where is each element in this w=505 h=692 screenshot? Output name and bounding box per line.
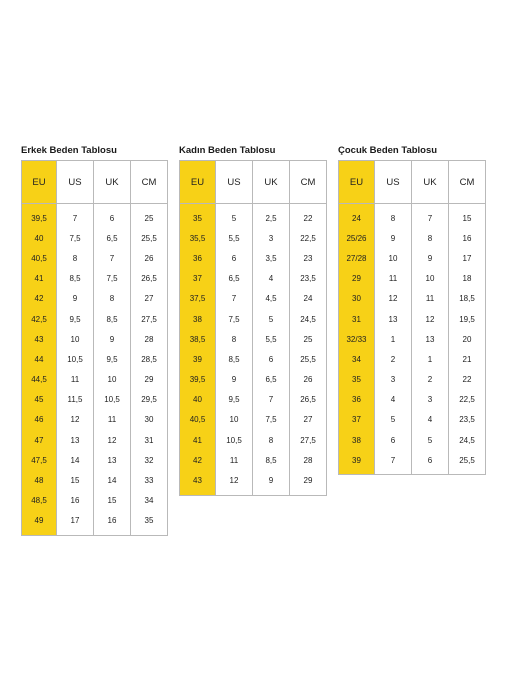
size-cell-cm: 27,5 bbox=[131, 309, 168, 329]
size-cell-us: 6 bbox=[216, 248, 253, 268]
size-cell-eu: 49 bbox=[22, 511, 57, 531]
size-cell-eu: 44 bbox=[22, 349, 57, 369]
size-cell-eu: 40,5 bbox=[180, 410, 216, 430]
table-row bbox=[180, 289, 327, 309]
size-cell-uk: 8 bbox=[412, 228, 449, 248]
size-cell-cm: 27 bbox=[290, 410, 327, 430]
column-header-uk: UK bbox=[412, 161, 449, 204]
size-cell-uk: 2,5 bbox=[253, 208, 290, 228]
table-row bbox=[22, 450, 168, 470]
spacer-cell bbox=[253, 491, 290, 496]
size-cell-us: 8 bbox=[375, 208, 412, 228]
size-cell-eu: 40 bbox=[22, 228, 57, 248]
chart-title: Çocuk Beden Tablosu bbox=[338, 145, 438, 156]
size-cell-eu: 40 bbox=[180, 390, 216, 410]
size-cell-cm: 23,5 bbox=[290, 269, 327, 289]
size-cell-us: 11 bbox=[375, 269, 412, 289]
size-cell-us: 4 bbox=[375, 390, 412, 410]
chart-title: Erkek Beden Tablosu bbox=[21, 145, 117, 156]
size-cell-eu: 35 bbox=[339, 370, 375, 390]
spacer-cell bbox=[375, 470, 412, 475]
size-cell-cm: 26 bbox=[290, 370, 327, 390]
size-cell-uk: 3 bbox=[253, 228, 290, 248]
table-row bbox=[180, 410, 327, 430]
table-row bbox=[339, 289, 486, 309]
size-cell-uk: 5,5 bbox=[253, 329, 290, 349]
size-cell-cm: 25 bbox=[290, 329, 327, 349]
size-cell-eu: 41 bbox=[22, 269, 57, 289]
size-cell-cm: 23,5 bbox=[449, 410, 486, 430]
size-cell-cm: 19,5 bbox=[449, 309, 486, 329]
size-cell-eu: 30 bbox=[339, 289, 375, 309]
size-cell-eu: 47,5 bbox=[22, 450, 57, 470]
size-cell-us: 3 bbox=[375, 370, 412, 390]
size-cell-cm: 28,5 bbox=[131, 349, 168, 369]
table-row bbox=[180, 329, 327, 349]
size-cell-uk: 6 bbox=[94, 208, 131, 228]
table-spacer bbox=[180, 491, 327, 496]
size-cell-us: 9 bbox=[375, 228, 412, 248]
size-cell-uk: 8 bbox=[253, 430, 290, 450]
column-header-eu: EU bbox=[22, 161, 57, 204]
size-cell-us: 11 bbox=[216, 450, 253, 470]
table-row bbox=[22, 511, 168, 531]
size-cell-cm: 24 bbox=[290, 289, 327, 309]
size-cell-cm: 31 bbox=[131, 430, 168, 450]
size-cell-eu: 39 bbox=[180, 349, 216, 369]
size-cell-us: 13 bbox=[57, 430, 94, 450]
size-cell-cm: 26,5 bbox=[131, 269, 168, 289]
size-cell-cm: 24,5 bbox=[449, 430, 486, 450]
size-cell-uk: 13 bbox=[412, 329, 449, 349]
header-row bbox=[180, 161, 327, 204]
table-row bbox=[339, 228, 486, 248]
size-cell-uk: 9 bbox=[94, 329, 131, 349]
size-cell-cm: 32 bbox=[131, 450, 168, 470]
size-cell-eu: 25/26 bbox=[339, 228, 375, 248]
size-cell-eu: 42 bbox=[22, 289, 57, 309]
size-cell-eu: 37 bbox=[180, 269, 216, 289]
table-row bbox=[22, 370, 168, 390]
size-cell-cm: 21 bbox=[449, 349, 486, 369]
size-cell-us: 10 bbox=[216, 410, 253, 430]
size-cell-eu: 36 bbox=[180, 248, 216, 268]
size-cell-eu: 37,5 bbox=[180, 289, 216, 309]
size-cell-eu: 39,5 bbox=[180, 370, 216, 390]
size-cell-eu: 48,5 bbox=[22, 491, 57, 511]
spacer-cell bbox=[131, 531, 168, 536]
table-row bbox=[180, 208, 327, 228]
size-cell-us: 8 bbox=[57, 248, 94, 268]
spacer-cell bbox=[94, 531, 131, 536]
table-row bbox=[339, 370, 486, 390]
size-table bbox=[21, 160, 168, 536]
size-cell-us: 7,5 bbox=[216, 309, 253, 329]
size-cell-us: 8,5 bbox=[57, 269, 94, 289]
size-cell-eu: 35 bbox=[180, 208, 216, 228]
size-cell-us: 9,5 bbox=[57, 309, 94, 329]
size-cell-cm: 25,5 bbox=[131, 228, 168, 248]
spacer-cell bbox=[57, 531, 94, 536]
size-cell-cm: 18 bbox=[449, 269, 486, 289]
size-cell-eu: 31 bbox=[339, 309, 375, 329]
size-cell-uk: 9,5 bbox=[94, 349, 131, 369]
column-header-cm: CM bbox=[449, 161, 486, 204]
table-row bbox=[339, 410, 486, 430]
size-cell-cm: 22 bbox=[290, 208, 327, 228]
table-row bbox=[339, 450, 486, 470]
table-row bbox=[339, 269, 486, 289]
size-cell-cm: 15 bbox=[449, 208, 486, 228]
size-cell-uk: 6,5 bbox=[94, 228, 131, 248]
table-row bbox=[22, 208, 168, 228]
size-cell-cm: 26 bbox=[131, 248, 168, 268]
size-cell-us: 7,5 bbox=[57, 228, 94, 248]
size-cell-us: 12 bbox=[375, 289, 412, 309]
size-cell-eu: 24 bbox=[339, 208, 375, 228]
spacer-cell bbox=[412, 470, 449, 475]
size-cell-cm: 28 bbox=[131, 329, 168, 349]
size-cell-eu: 40,5 bbox=[22, 248, 57, 268]
size-cell-uk: 6 bbox=[412, 450, 449, 470]
size-cell-eu: 39 bbox=[339, 450, 375, 470]
size-cell-eu: 45 bbox=[22, 390, 57, 410]
size-table bbox=[338, 160, 486, 475]
size-cell-cm: 30 bbox=[131, 410, 168, 430]
table-row bbox=[22, 470, 168, 490]
table-row bbox=[339, 309, 486, 329]
size-cell-eu: 47 bbox=[22, 430, 57, 450]
size-cell-cm: 28 bbox=[290, 450, 327, 470]
size-cell-us: 10 bbox=[57, 329, 94, 349]
chart-title: Kadın Beden Tablosu bbox=[179, 145, 276, 156]
size-cell-eu: 41 bbox=[180, 430, 216, 450]
size-cell-us: 7 bbox=[375, 450, 412, 470]
size-cell-uk: 15 bbox=[94, 491, 131, 511]
size-cell-us: 12 bbox=[216, 470, 253, 490]
size-cell-cm: 17 bbox=[449, 248, 486, 268]
size-cell-cm: 20 bbox=[449, 329, 486, 349]
size-cell-uk: 7 bbox=[412, 208, 449, 228]
spacer-cell bbox=[180, 491, 216, 496]
size-cell-uk: 2 bbox=[412, 370, 449, 390]
size-cell-us: 13 bbox=[375, 309, 412, 329]
size-cell-cm: 22,5 bbox=[449, 390, 486, 410]
size-cell-uk: 5 bbox=[253, 309, 290, 329]
table-row bbox=[339, 329, 486, 349]
size-cell-cm: 25,5 bbox=[449, 450, 486, 470]
table-row bbox=[22, 430, 168, 450]
size-cell-uk: 5 bbox=[412, 430, 449, 450]
size-cell-eu: 36 bbox=[339, 390, 375, 410]
table-row bbox=[22, 309, 168, 329]
size-cell-cm: 25,5 bbox=[290, 349, 327, 369]
size-cell-eu: 27/28 bbox=[339, 248, 375, 268]
table-row bbox=[180, 430, 327, 450]
column-header-cm: CM bbox=[290, 161, 327, 204]
size-cell-eu: 46 bbox=[22, 410, 57, 430]
table-row bbox=[180, 370, 327, 390]
size-cell-cm: 25 bbox=[131, 208, 168, 228]
size-cell-uk: 10,5 bbox=[94, 390, 131, 410]
table-row bbox=[339, 430, 486, 450]
size-cell-us: 11 bbox=[57, 370, 94, 390]
column-header-uk: UK bbox=[253, 161, 290, 204]
size-cell-uk: 3,5 bbox=[253, 248, 290, 268]
size-cell-eu: 35,5 bbox=[180, 228, 216, 248]
size-cell-uk: 11 bbox=[412, 289, 449, 309]
table-row bbox=[22, 228, 168, 248]
table-row bbox=[180, 248, 327, 268]
size-cell-uk: 14 bbox=[94, 470, 131, 490]
size-cell-cm: 18,5 bbox=[449, 289, 486, 309]
column-header-eu: EU bbox=[339, 161, 375, 204]
size-cell-us: 8,5 bbox=[216, 349, 253, 369]
size-cell-us: 6 bbox=[375, 430, 412, 450]
spacer-cell bbox=[449, 470, 486, 475]
table-row bbox=[22, 329, 168, 349]
size-cell-us: 5 bbox=[216, 208, 253, 228]
table-row bbox=[22, 410, 168, 430]
table-row bbox=[22, 349, 168, 369]
table-row bbox=[339, 248, 486, 268]
size-cell-uk: 7,5 bbox=[253, 410, 290, 430]
size-cell-us: 5,5 bbox=[216, 228, 253, 248]
table-spacer bbox=[339, 470, 486, 475]
size-cell-uk: 7 bbox=[253, 390, 290, 410]
size-cell-eu: 43 bbox=[22, 329, 57, 349]
size-cell-uk: 16 bbox=[94, 511, 131, 531]
size-cell-us: 14 bbox=[57, 450, 94, 470]
column-header-eu: EU bbox=[180, 161, 216, 204]
size-cell-uk: 4 bbox=[253, 269, 290, 289]
size-cell-uk: 6 bbox=[253, 349, 290, 369]
size-cell-eu: 32/33 bbox=[339, 329, 375, 349]
size-cell-us: 10,5 bbox=[57, 349, 94, 369]
size-cell-eu: 34 bbox=[339, 349, 375, 369]
table-row bbox=[180, 349, 327, 369]
table-row bbox=[180, 269, 327, 289]
size-cell-uk: 3 bbox=[412, 390, 449, 410]
size-cell-uk: 10 bbox=[94, 370, 131, 390]
size-cell-eu: 43 bbox=[180, 470, 216, 490]
size-cell-us: 15 bbox=[57, 470, 94, 490]
size-cell-us: 9 bbox=[57, 289, 94, 309]
table-row bbox=[180, 228, 327, 248]
size-cell-eu: 38 bbox=[180, 309, 216, 329]
size-cell-uk: 1 bbox=[412, 349, 449, 369]
spacer-cell bbox=[216, 491, 253, 496]
size-cell-eu: 37 bbox=[339, 410, 375, 430]
size-cell-uk: 10 bbox=[412, 269, 449, 289]
table-row bbox=[339, 349, 486, 369]
size-cell-eu: 38 bbox=[339, 430, 375, 450]
size-cell-uk: 7 bbox=[94, 248, 131, 268]
size-cell-uk: 12 bbox=[412, 309, 449, 329]
size-cell-us: 16 bbox=[57, 491, 94, 511]
size-cell-uk: 7,5 bbox=[94, 269, 131, 289]
table-row bbox=[339, 390, 486, 410]
size-cell-uk: 12 bbox=[94, 430, 131, 450]
size-cell-us: 11,5 bbox=[57, 390, 94, 410]
size-cell-eu: 38,5 bbox=[180, 329, 216, 349]
size-cell-us: 7 bbox=[216, 289, 253, 309]
size-cell-us: 9 bbox=[216, 370, 253, 390]
size-cell-cm: 22,5 bbox=[290, 228, 327, 248]
spacer-cell bbox=[290, 491, 327, 496]
table-row bbox=[22, 491, 168, 511]
column-header-cm: CM bbox=[131, 161, 168, 204]
column-header-us: US bbox=[57, 161, 94, 204]
size-cell-cm: 29 bbox=[290, 470, 327, 490]
size-cell-us: 12 bbox=[57, 410, 94, 430]
size-cell-uk: 6,5 bbox=[253, 370, 290, 390]
size-cell-us: 2 bbox=[375, 349, 412, 369]
table-row bbox=[22, 390, 168, 410]
size-cell-us: 5 bbox=[375, 410, 412, 430]
table-row bbox=[22, 248, 168, 268]
size-cell-cm: 26,5 bbox=[290, 390, 327, 410]
size-cell-cm: 33 bbox=[131, 470, 168, 490]
column-header-us: US bbox=[216, 161, 253, 204]
size-cell-us: 10,5 bbox=[216, 430, 253, 450]
size-cell-eu: 42 bbox=[180, 450, 216, 470]
size-cell-us: 1 bbox=[375, 329, 412, 349]
size-table bbox=[179, 160, 327, 496]
size-cell-eu: 48 bbox=[22, 470, 57, 490]
size-cell-uk: 8 bbox=[94, 289, 131, 309]
table-spacer bbox=[22, 531, 168, 536]
size-cell-eu: 44,5 bbox=[22, 370, 57, 390]
size-cell-cm: 34 bbox=[131, 491, 168, 511]
column-header-us: US bbox=[375, 161, 412, 204]
size-cell-cm: 29 bbox=[131, 370, 168, 390]
spacer-cell bbox=[22, 531, 57, 536]
table-row bbox=[180, 309, 327, 329]
size-cell-cm: 27,5 bbox=[290, 430, 327, 450]
size-cell-us: 10 bbox=[375, 248, 412, 268]
size-cell-uk: 4,5 bbox=[253, 289, 290, 309]
size-cell-cm: 16 bbox=[449, 228, 486, 248]
size-cell-us: 9,5 bbox=[216, 390, 253, 410]
size-cell-uk: 9 bbox=[253, 470, 290, 490]
size-cell-uk: 8,5 bbox=[94, 309, 131, 329]
header-row bbox=[339, 161, 486, 204]
size-cell-us: 8 bbox=[216, 329, 253, 349]
size-cell-cm: 35 bbox=[131, 511, 168, 531]
size-cell-us: 7 bbox=[57, 208, 94, 228]
size-cell-uk: 9 bbox=[412, 248, 449, 268]
size-cell-eu: 39,5 bbox=[22, 208, 57, 228]
table-row bbox=[180, 470, 327, 490]
size-cell-eu: 29 bbox=[339, 269, 375, 289]
table-row bbox=[22, 269, 168, 289]
table-row bbox=[22, 289, 168, 309]
size-cell-eu: 42,5 bbox=[22, 309, 57, 329]
table-row bbox=[180, 390, 327, 410]
header-row bbox=[22, 161, 168, 204]
size-cell-uk: 8,5 bbox=[253, 450, 290, 470]
size-cell-cm: 22 bbox=[449, 370, 486, 390]
column-header-uk: UK bbox=[94, 161, 131, 204]
size-cell-cm: 27 bbox=[131, 289, 168, 309]
size-cell-cm: 29,5 bbox=[131, 390, 168, 410]
table-row bbox=[339, 208, 486, 228]
size-cell-cm: 23 bbox=[290, 248, 327, 268]
size-cell-uk: 13 bbox=[94, 450, 131, 470]
size-cell-us: 17 bbox=[57, 511, 94, 531]
size-cell-uk: 11 bbox=[94, 410, 131, 430]
spacer-cell bbox=[339, 470, 375, 475]
table-row bbox=[180, 450, 327, 470]
size-cell-cm: 24,5 bbox=[290, 309, 327, 329]
size-cell-us: 6,5 bbox=[216, 269, 253, 289]
size-cell-uk: 4 bbox=[412, 410, 449, 430]
